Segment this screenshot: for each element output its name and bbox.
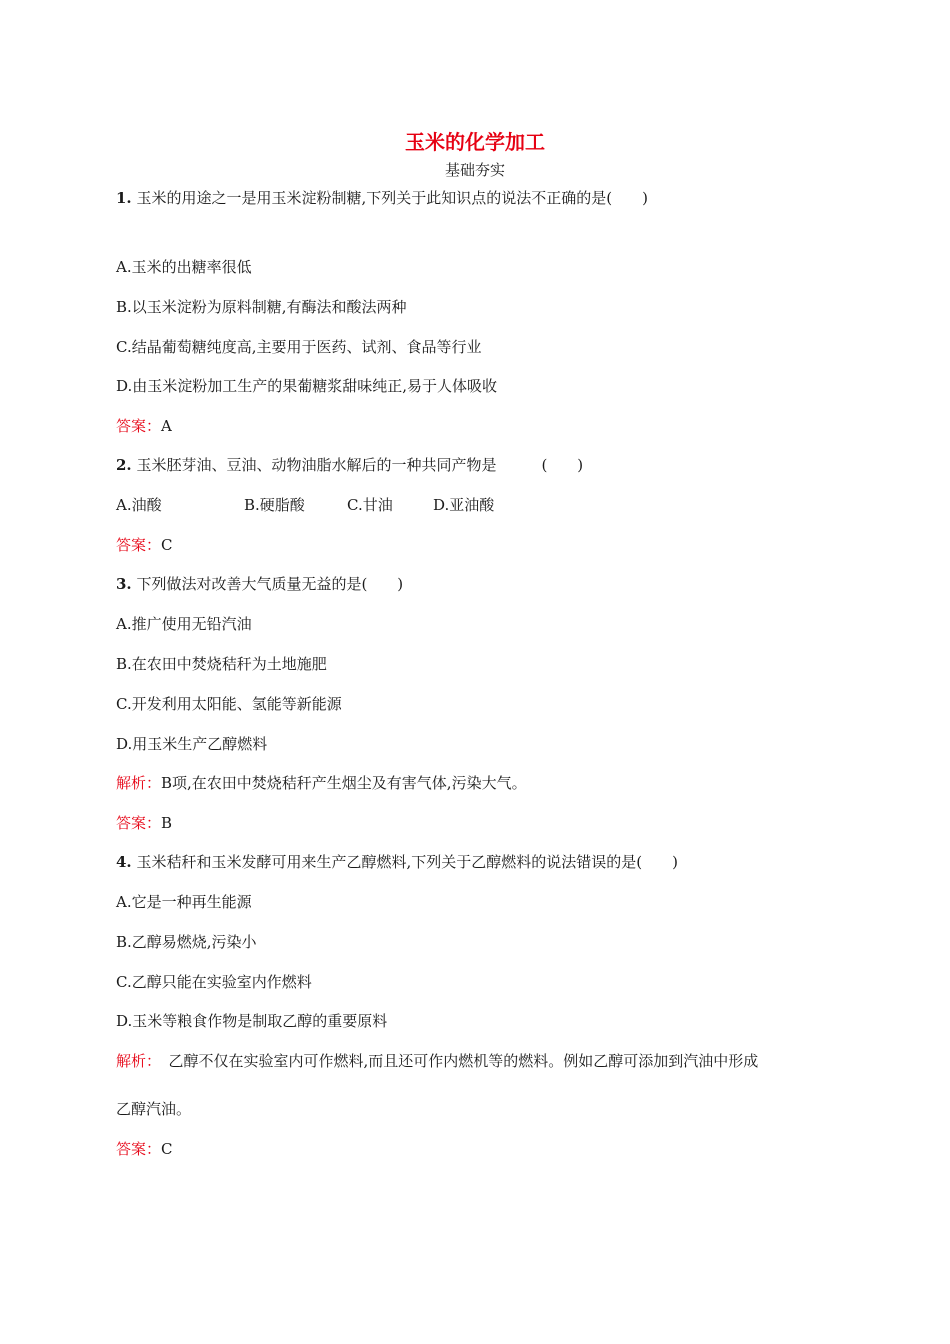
q2-options-row	[116, 495, 494, 515]
q4-option-b: B.乙醇易燃烧,污染小	[116, 933, 257, 951]
question-text: 玉米的用途之一是用玉米淀粉制糖,下列关于此知识点的说法不正确的是( )	[131, 189, 648, 207]
q3-option-a: A.推广使用无铅汽油	[116, 615, 252, 633]
q1-option-b: B.以玉米淀粉为原料制糖,有酶法和酸法两种	[116, 298, 407, 316]
q2-option-b: B.硬脂酸	[244, 496, 305, 514]
analysis-label: 解析：	[116, 774, 162, 792]
section-subtitle: 基础夯实	[444, 161, 505, 179]
q3-answer	[116, 813, 172, 833]
answer-label: 答案：	[116, 536, 162, 554]
analysis-text: B项,在农田中焚烧秸秆产生烟尘及有害气体,污染大气。	[161, 774, 527, 792]
q2-option-a: A.油酸	[116, 496, 162, 514]
analysis-label: 解析：	[116, 1052, 154, 1070]
q1-option-a: A.玉米的出糖率很低	[116, 258, 252, 276]
answer-label: 答案：	[116, 814, 162, 832]
q2-option-c: C.甘油	[347, 496, 393, 514]
page-title: 玉米的化学加工	[405, 130, 545, 154]
question-number: 2.	[116, 456, 132, 474]
q1-option-d: D.由玉米淀粉加工生产的果葡糖浆甜味纯正,易于人体吸收	[116, 377, 498, 395]
q3-option-d: D.用玉米生产乙醇燃料	[116, 735, 268, 753]
answer-value: C	[161, 1140, 173, 1158]
answer-label: 答案：	[116, 417, 162, 435]
question-text: 玉米胚芽油、豆油、动物油脂水解后的一种共同产物是 ( )	[131, 456, 584, 474]
q2-option-d: D.亚油酸	[433, 496, 495, 514]
q3-option-b: B.在农田中焚烧秸秆为土地施肥	[116, 655, 327, 673]
question-3-stem	[116, 574, 403, 594]
answer-value: B	[161, 814, 173, 832]
question-1-stem	[116, 188, 648, 208]
question-2-stem	[116, 455, 583, 475]
q1-option-c: C.结晶葡萄糖纯度高,主要用于医药、试剂、食品等行业	[116, 338, 482, 356]
question-number: 1.	[116, 189, 132, 207]
answer-value: C	[161, 536, 173, 554]
q4-analysis	[116, 1051, 758, 1071]
q4-option-d: D.玉米等粮食作物是制取乙醇的重要原料	[116, 1012, 388, 1030]
q4-analysis-continued: 乙醇汽油。	[116, 1100, 192, 1118]
q3-analysis	[116, 773, 527, 793]
question-number: 4.	[116, 853, 132, 871]
q4-option-c: C.乙醇只能在实验室内作燃料	[116, 973, 312, 991]
q4-option-a: A.它是一种再生能源	[116, 893, 252, 911]
question-text: 下列做法对改善大气质量无益的是( )	[131, 575, 404, 593]
answer-label: 答案：	[116, 1140, 162, 1158]
answer-value: A	[161, 417, 172, 435]
q1-answer	[116, 416, 172, 436]
question-number: 3.	[116, 575, 132, 593]
question-4-stem	[116, 852, 678, 872]
q2-answer	[116, 535, 173, 555]
analysis-text: 乙醇不仅在实验室内可作燃料,而且还可作内燃机等的燃料。例如乙醇可添加到汽油中形成	[153, 1052, 759, 1070]
q4-answer	[116, 1139, 173, 1159]
q3-option-c: C.开发利用太阳能、氢能等新能源	[116, 695, 342, 713]
question-text: 玉米秸秆和玉米发酵可用来生产乙醇燃料,下列关于乙醇燃料的说法错误的是( )	[131, 853, 678, 871]
